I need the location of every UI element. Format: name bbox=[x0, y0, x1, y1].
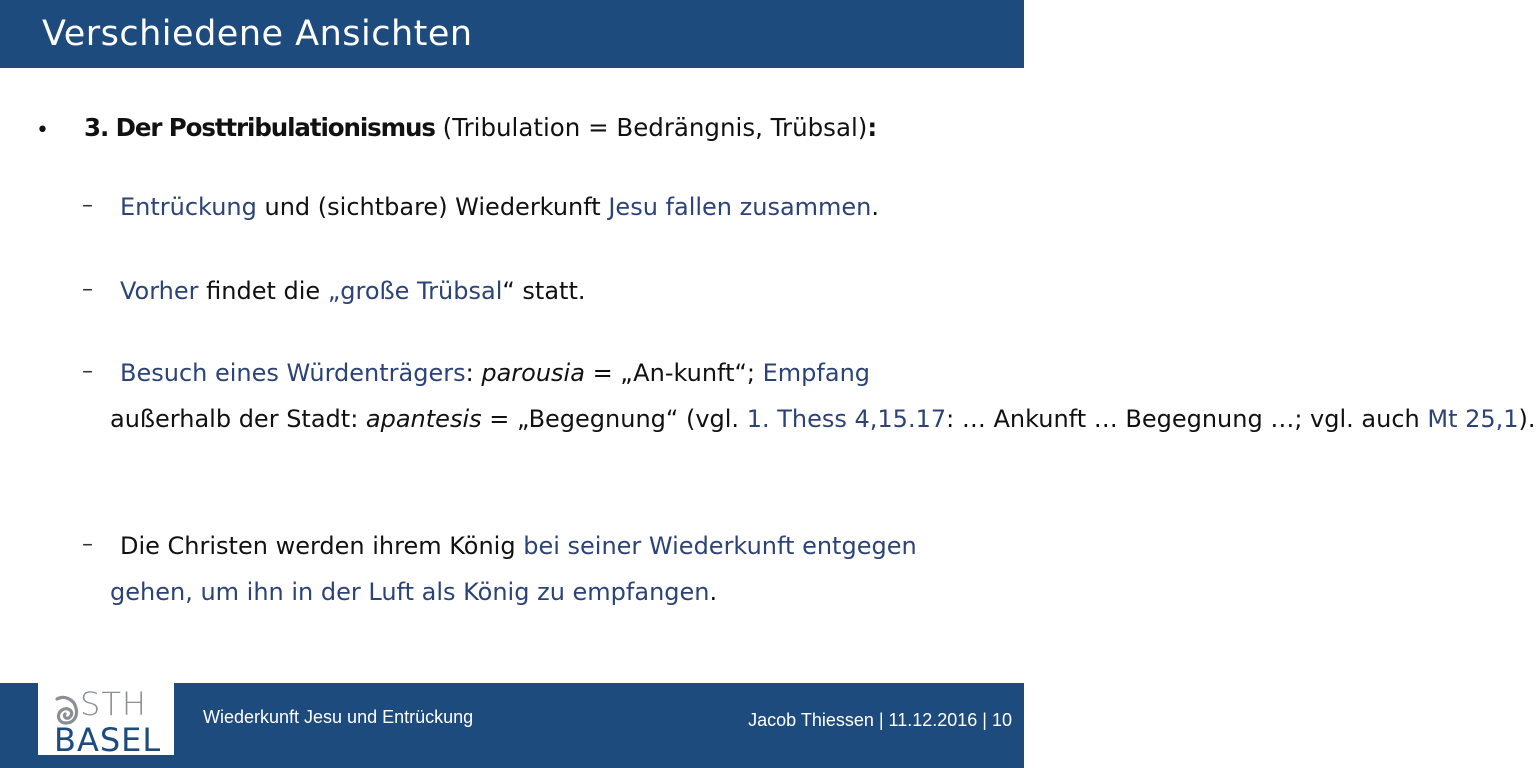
dash-marker-2: – bbox=[82, 277, 93, 302]
sub-point-4-seg-1: Die Christen werden ihrem König bbox=[120, 532, 524, 560]
sub-point-4-seg-2: bei seiner Wiederkunft entgegen bbox=[523, 532, 917, 560]
logo-graphic bbox=[38, 683, 174, 759]
sub-point-4-seg-3: gehen, um ihn in der Luft als König zu empfangen bbox=[110, 577, 710, 606]
dash-marker-1: – bbox=[82, 193, 93, 218]
sub-point-2-seg-3: „große Trübsal bbox=[327, 277, 503, 305]
sub-point-4 bbox=[110, 524, 1000, 615]
sub-point-3-seg-12: ). bbox=[1518, 404, 1536, 433]
sub-point-1-seg-3: Jesu bbox=[608, 193, 658, 221]
sub-point-3-seg-8: = „Begegnung“ (vgl. bbox=[481, 404, 747, 433]
logo-basel-text: BASEL bbox=[54, 721, 162, 759]
main-point bbox=[84, 113, 877, 142]
sub-point-2 bbox=[110, 269, 1000, 315]
dash-marker-4: – bbox=[82, 532, 93, 557]
sub-point-3-seg-7: apantesis bbox=[365, 404, 482, 433]
sub-point-1-seg-4: fallen zusammen bbox=[657, 193, 872, 221]
bullet-marker: • bbox=[36, 118, 49, 143]
sub-point-3-seg-4: = „An-kunft“; bbox=[584, 359, 763, 387]
footer-author-date-page: Jacob Thiessen | 11.12.2016 | 10 bbox=[748, 710, 1012, 730]
sub-point-3-seg-3: parousia bbox=[481, 359, 585, 387]
sub-point-3 bbox=[110, 351, 1536, 442]
sub-point-3-seg-5: Empfang bbox=[762, 359, 871, 387]
sub-point-1-seg-1: Entrückung bbox=[120, 193, 257, 221]
sub-point-3-seg-1: Besuch eines Würdenträgers bbox=[120, 359, 466, 387]
sub-point-2-seg-2: findet die bbox=[198, 277, 328, 305]
sub-point-1-seg-5: . bbox=[871, 193, 880, 221]
sub-point-1-seg-2: und (sichtbare) Wiederkunft bbox=[256, 193, 609, 221]
sub-point-3-seg-11[interactable]: Mt 25,1 bbox=[1427, 404, 1519, 433]
sub-point-3-seg-2: : bbox=[465, 359, 482, 387]
main-point-rest: (Tribulation = Bedrängnis, Trübsal) bbox=[434, 113, 868, 142]
main-point-colon: : bbox=[867, 113, 878, 142]
sub-point-4-seg-4: . bbox=[709, 577, 718, 606]
logo-sth-text: STH bbox=[80, 685, 147, 723]
dash-marker-3: – bbox=[82, 359, 93, 384]
sub-point-2-seg-1: Vorher bbox=[120, 277, 199, 305]
sub-point-3-seg-9[interactable]: 1. Thess 4,15.17 bbox=[746, 404, 947, 433]
sub-point-3-seg-10: : … Ankunft … Begegnung …; vgl. auch bbox=[946, 404, 1428, 433]
main-point-heading: 3. Der Posttribulationismus bbox=[84, 113, 435, 142]
sub-point-2-seg-4: “ statt. bbox=[502, 277, 586, 305]
footer-talk-title: Wiederkunft Jesu und Entrückung bbox=[203, 707, 474, 727]
spiral-hook-icon bbox=[57, 697, 77, 723]
sub-point-3-seg-6: außerhalb der Stadt: bbox=[110, 404, 366, 433]
sth-basel-logo bbox=[38, 683, 174, 759]
sub-point-1 bbox=[110, 185, 1000, 231]
slide-title: Verschiedene Ansichten bbox=[42, 14, 473, 54]
